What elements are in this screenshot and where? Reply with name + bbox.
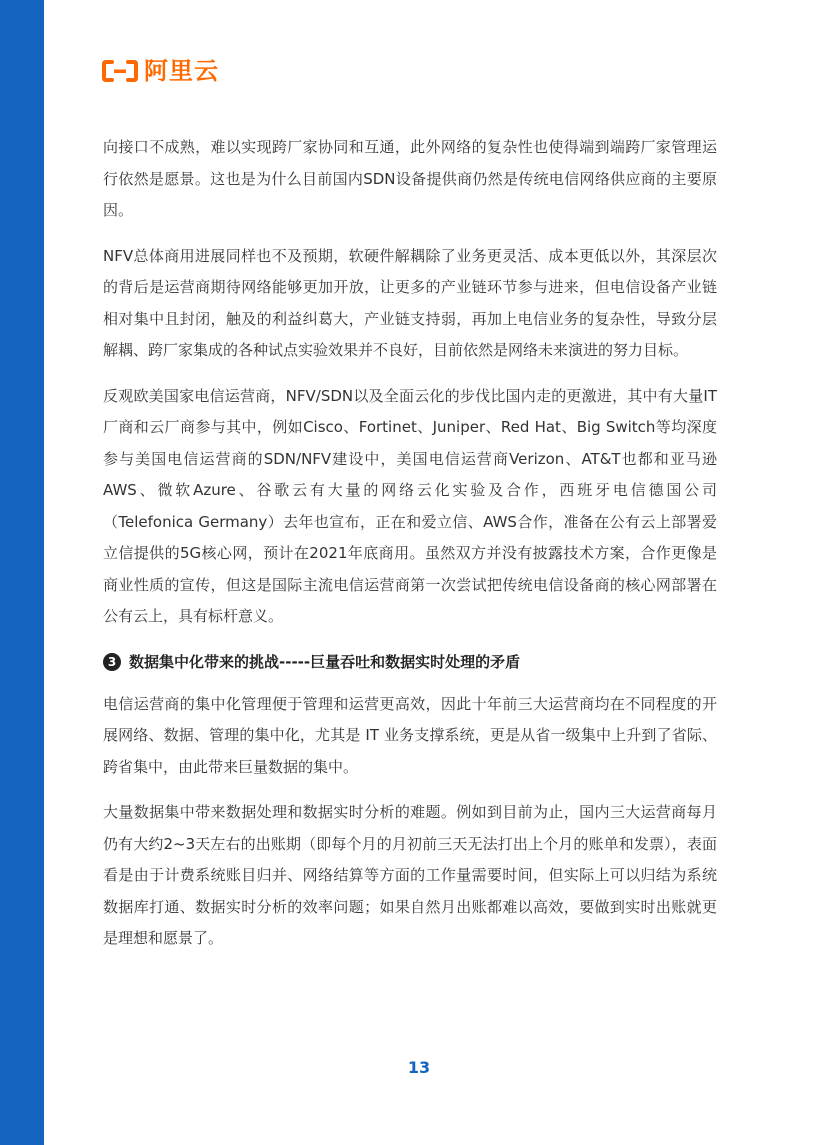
section-paragraph-1: 电信运营商的集中化管理便于管理和运营更高效，因此十年前三大运营商均在不同程度的开展网络、数据、管理的集中化，尤其是 IT 业务支撑系统，更是从省一级集中上升到了省际、跨省集中，由此带来巨量数据的集中。 [103, 694, 717, 776]
section-title: 数据集中化带来的挑战-----巨量吞吐和数据实时处理的矛盾 [129, 653, 521, 671]
aliyun-logo-icon [102, 60, 138, 82]
paragraph-2: NFV总体商用进展同样也不及预期，软硬件解耦除了业务更灵活、成本更低以外，其深层次的背后是运营商期待网络能够更加开放，让更多的产业链环节参与进来，但电信设备产业链相对集中且封闭，触及的利益纠葛大，产业链支持弱，再加上电信业务的复杂性，导致分层解耦、跨厂家集成的各种试点实验效果并不良好，目前依然是网络未来演进的努力目标。 [103, 246, 717, 359]
section-paragraph-2: 大量数据集中带来数据处理和数据实时分析的难题。例如到目前为止，国内三大运营商每月仍有大约2~3天左右的出账期（即每个月的月初前三天无法打出上个月的账单和发票），表面看是由于计费系统账目归并、网络结算等方面的工作量需要时间，但实际上可以归结为系统数据库打通、数据实时分析的效率问题；如果自然月出账都难以高效，要做到实时出账就更是理想和愿景了。 [103, 803, 717, 947]
side-accent-bar [0, 0, 44, 1145]
brand-name: 阿里云 [144, 57, 219, 85]
section-number-badge: 3 [103, 653, 121, 671]
paragraph-3: 反观欧美国家电信运营商，NFV/SDN以及全面云化的步伐比国内走的更激进，其中有大量IT厂商和云厂商参与其中，例如Cisco、Fortinet、Juniper、Red Hat、Big Switch等均深度参与美国电信运营商的SDN/NFV建设中，美国电信运营商Verizon、AT&T也都和亚马逊AWS、微软Azure、谷歌云有大量的网络云化实验及合作，西班牙电信德国公司（Telefonica Germany）去年也宣布，正在和爱立信、AWS合作，准备在公有云上部署爱立信提供的5G核心网，预计在2021年底商用。虽然双方并没有披露技术方案，合作更像是商业性质的宣传，但这是国际主流电信运营商第一次尝试把传统电信设备商的核心网部署在公有云上，具有标杆意义。 [103, 386, 717, 625]
section-heading [103, 647, 717, 677]
page-number: 13 [407, 1058, 431, 1077]
brand-logo [102, 56, 219, 86]
page-body [103, 132, 717, 969]
paragraph-1: 向接口不成熟，难以实现跨厂家协同和互通，此外网络的复杂性也使得端到端跨厂家管理运行依然是愿景。这也是为什么目前国内SDN设备提供商仍然是传统电信网络供应商的主要原因。 [103, 138, 717, 219]
